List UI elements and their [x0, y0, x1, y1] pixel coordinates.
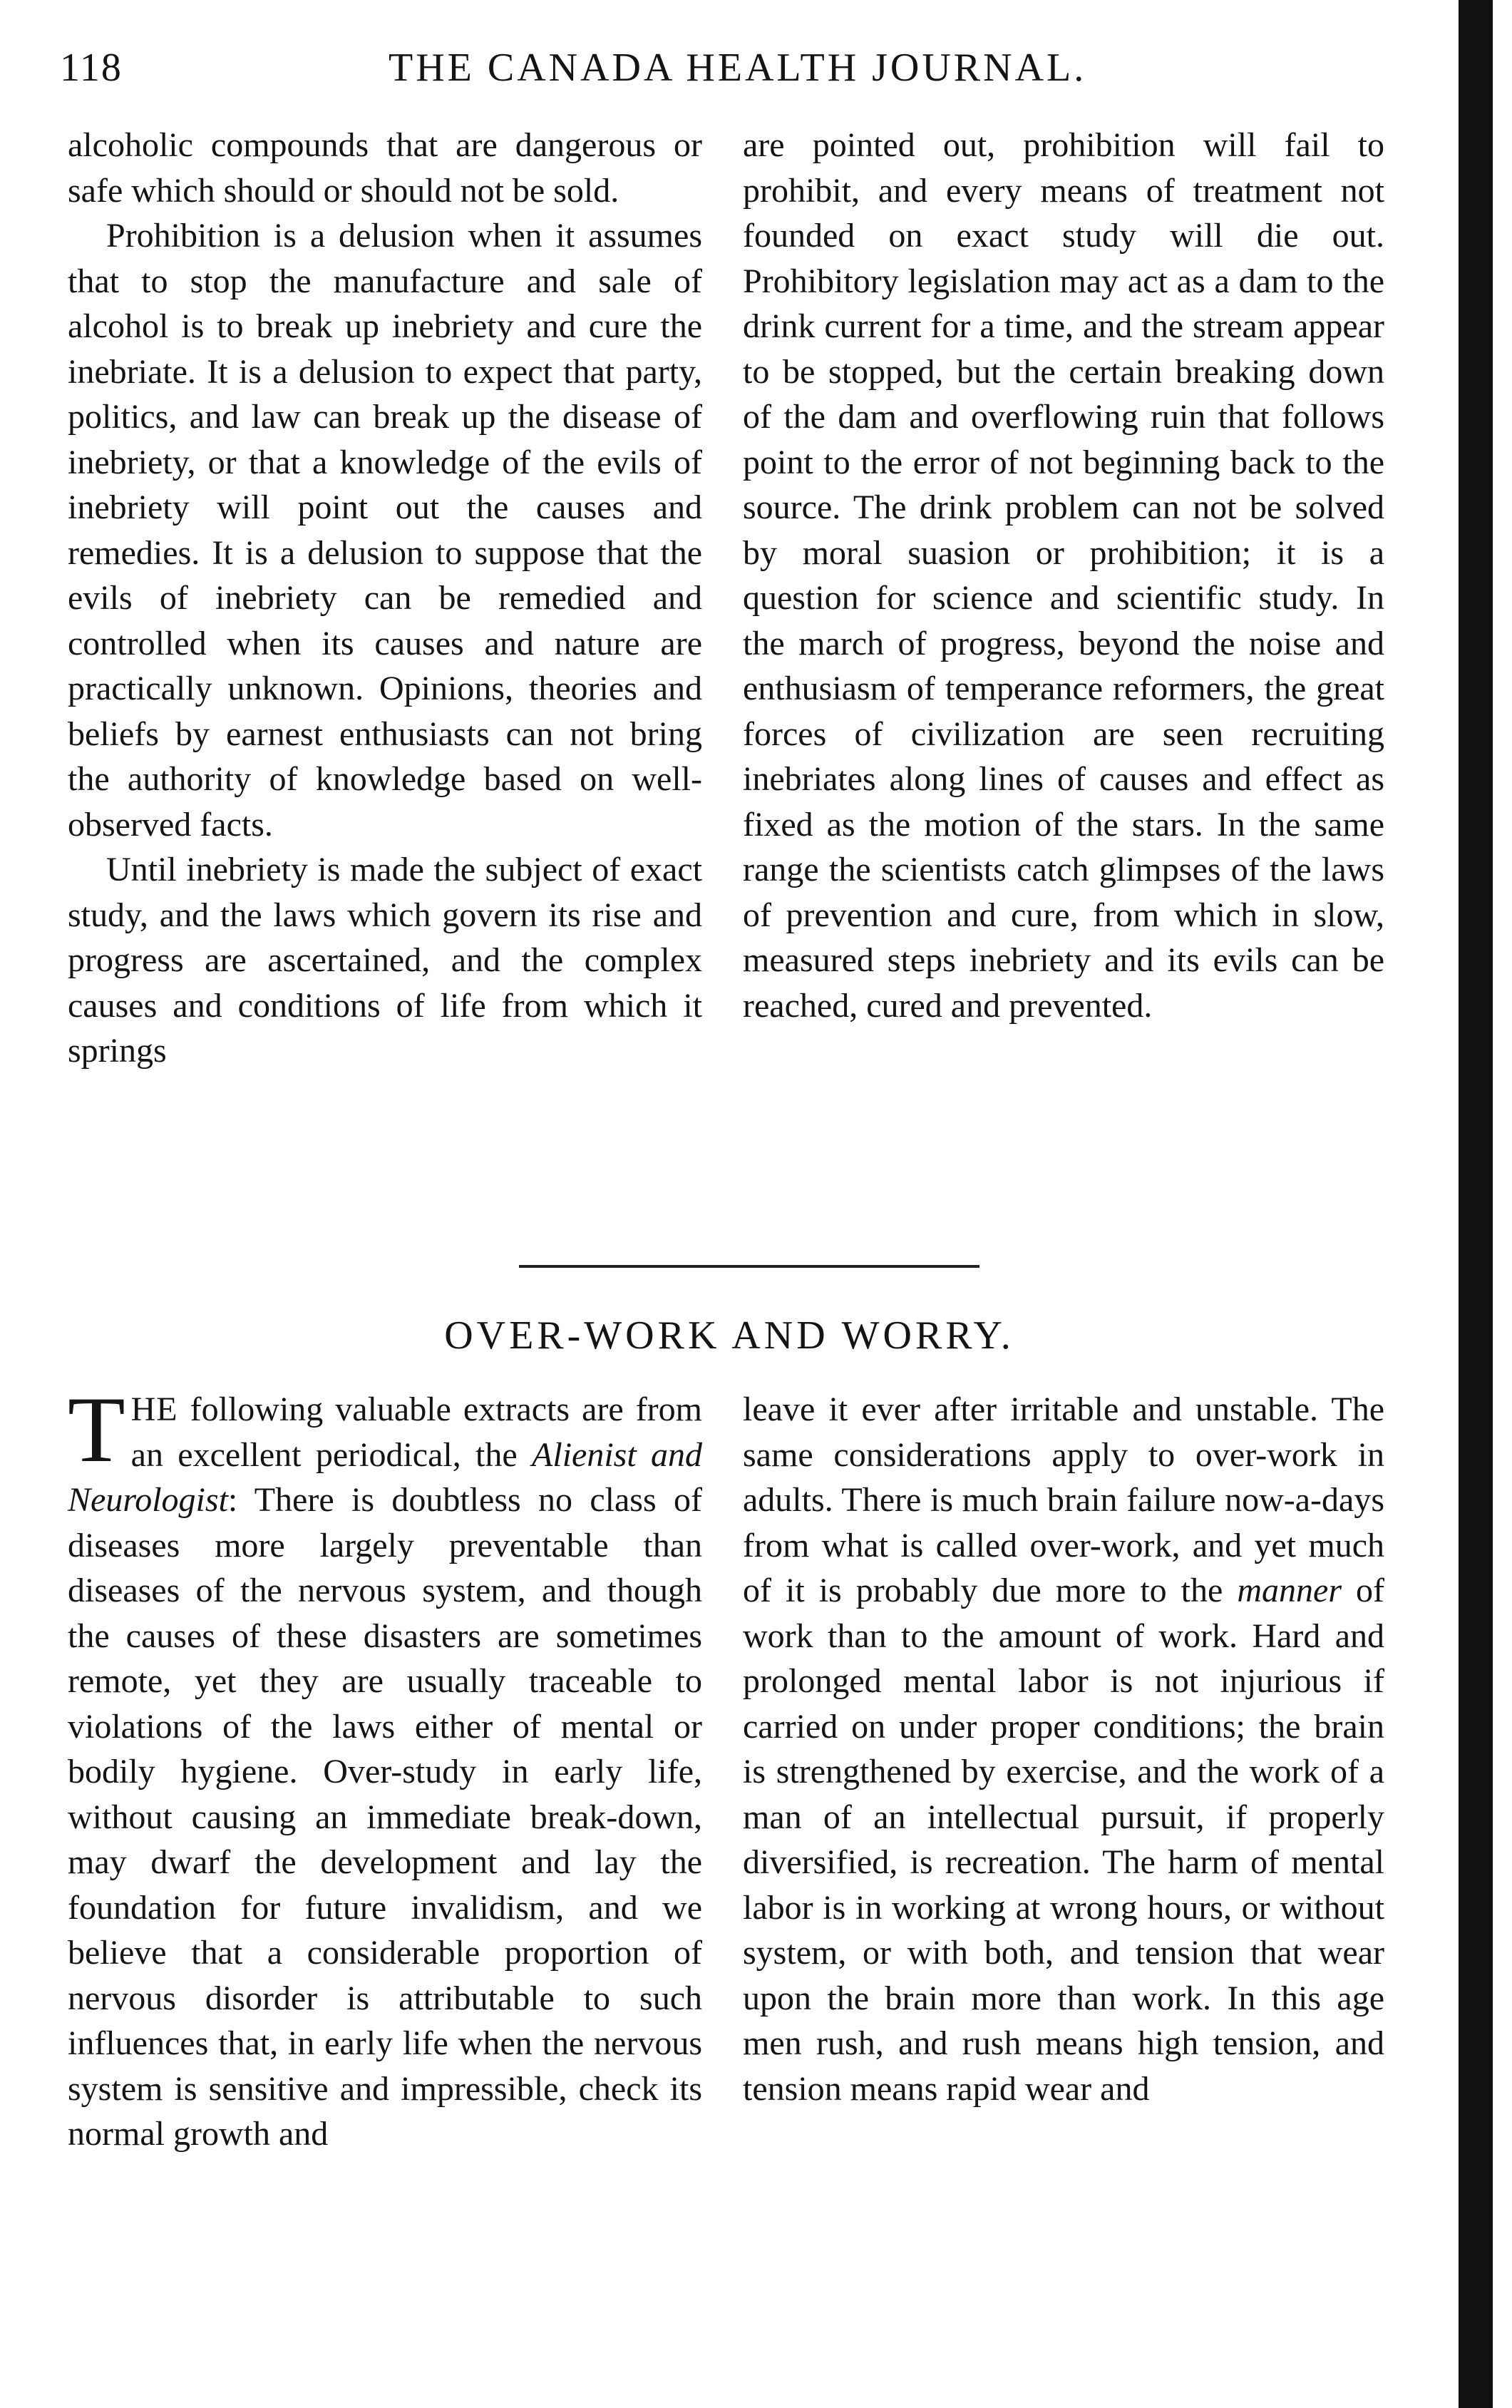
page-edge-rule: [1459, 0, 1493, 2408]
article-two-left-column: [68, 1377, 703, 2157]
running-header: THE CANADA HEALTH JOURNAL.: [389, 46, 1087, 90]
article-one-right-column: [743, 123, 1384, 1028]
section-divider-rule: [519, 1265, 979, 1268]
paragraph-continued: alcoholic compounds that are dangerous or safe which should or should not be sold.: [68, 126, 702, 210]
page-number: 118: [60, 46, 123, 90]
paragraph-overwork-continued: leave it ever after irritable and unstable. The same considerations apply to over-work in adults. There is much brain failure now-a-days from what is called over-work, and yet much of it is probably due more to the manner of work than to the amount of work. Hard and prolonged mental labor is not injurious if carried on under proper conditions; the brain is strengthened by exercise, and the work of a man of an intellectual pursuit, if properly diversified, is recreation. The harm of mental labor is in working at wrong hours, or without system, or with both, and tension that wear upon the brain more than work. In this age men rush, and rush means high tension, and tension means rapid wear and: [743, 1390, 1385, 2108]
paragraph-overwork-opening: THE following valuable extracts are from an excellent periodical, the Alienist and Neurologist: There is doubtless no class of diseases more largely preventable than diseases of the nervous system, and though the causes of these disasters are sometimes remote, yet they are usually traceable to violations of the laws either of mental or bodily hygiene. Over-study in early life, without causing an immediate break-down, may dwarf the development and lay the foundation for future invalidism, and we believe that a considerable proportion of nervous disorder is attributable to such influences that, in early life when the nervous system is sensitive and impressible, check its normal growth and: [68, 1377, 703, 2153]
article-two-right-column: [743, 1387, 1384, 2111]
first-word: HE: [130, 1390, 178, 1428]
emphasis-manner: manner: [1237, 1572, 1342, 1609]
article-one-left-column: [68, 123, 702, 1074]
drop-cap: T: [68, 1377, 125, 1482]
periodical-title: Alienist and Neurologist: [68, 1435, 703, 1519]
section-title: OVER-WORK AND WORRY.: [444, 1313, 1014, 1358]
paragraph-exact-study-end: are pointed out, prohibition will fail to prohibit, and every means of treatment not founded on exact study will die out. Prohibitory legislation may act as a dam to the drink current for a time, and the stream appear to be stopped, but the certain breaking down of the dam and overflowing ruin that follows point to the error of not beginning back to the source. The drink problem can not be solved by moral suasion or prohibition; it is a question for science and scientific study. In the march of progress, beyond the noise and enthusiasm of temperance reformers, the great forces of civilization are seen recruiting inebriates along lines of causes and effect as fixed as the motion of the stars. In the same range the scientists catch glimpses of the laws of prevention and cure, from which in slow, measured steps inebriety and its evils can be reached, cured and prevented.: [743, 126, 1384, 1025]
paragraph-exact-study-start: Until inebriety is made the subject of exact study, and the laws which govern its rise and progress are ascertained, and the complex causes and conditions of life from which it springs: [68, 851, 702, 1070]
paragraph-prohibition-delusion: Prohibition is a delusion when it assumes that to stop the manufacture and sale of alcohol is to break up inebriety and cure the inebriate. It is a delusion to expect that party, politics, and law can break up the disease of inebriety, or that a knowledge of the evils of inebriety will point out the causes and remedies. It is a delusion to suppose that the evils of inebriety can be remedied and controlled when its causes and nature are practically unknown. Opinions, theories and beliefs by earnest enthusiasts can not bring the authority of knowledge based on well-observed facts.: [68, 217, 702, 844]
